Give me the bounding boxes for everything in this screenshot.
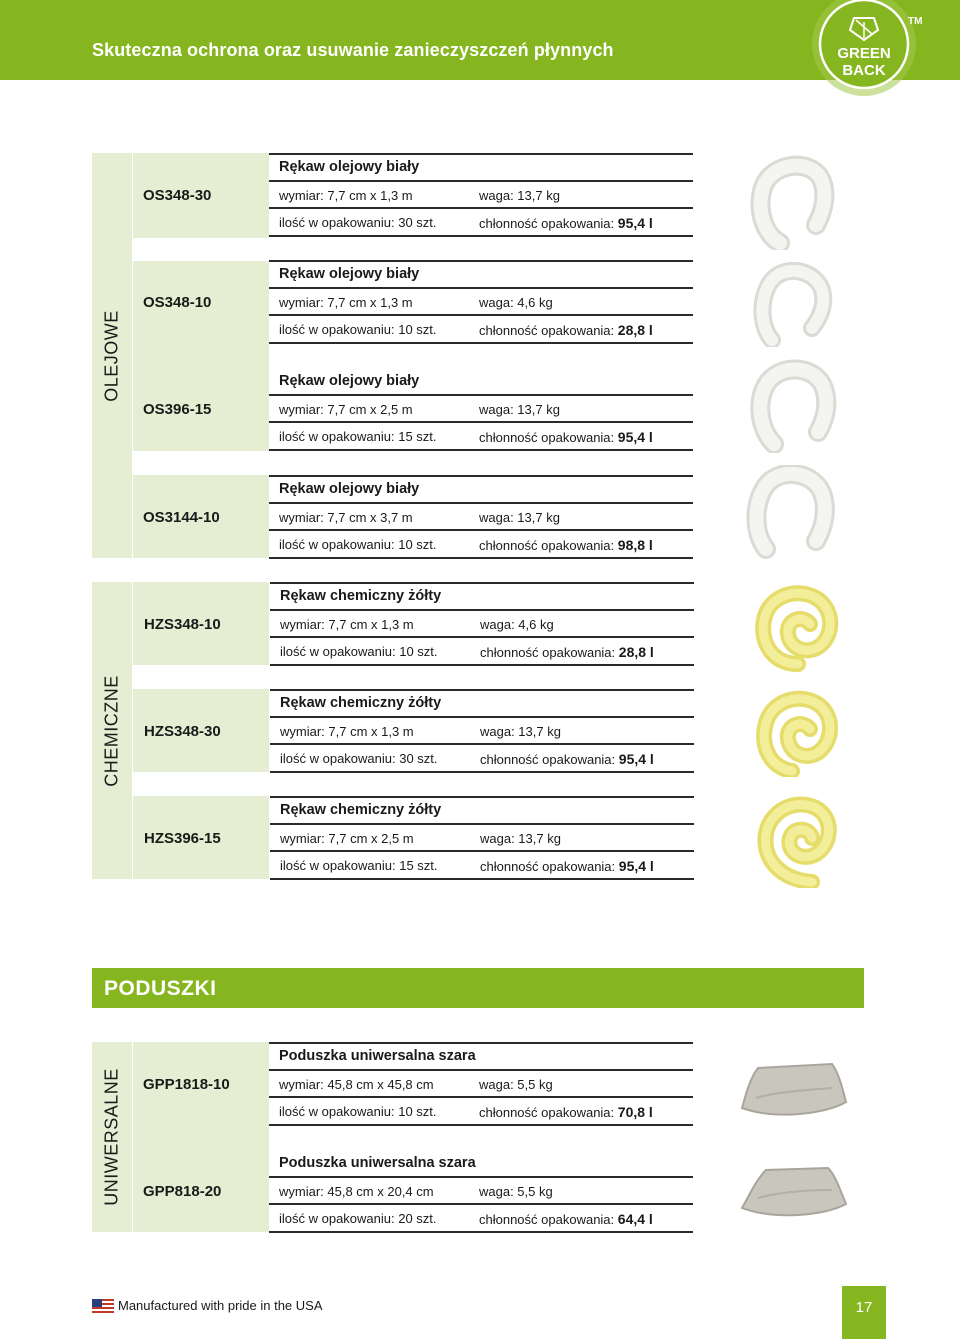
product-quantity: ilość w opakowaniu: 10 szt. bbox=[279, 1104, 437, 1119]
product-weight: waga: 13,7 kg bbox=[480, 831, 561, 846]
product-quantity: ilość w opakowaniu: 30 szt. bbox=[280, 751, 438, 766]
product-image-white-sock bbox=[750, 358, 842, 453]
trademark-mark: TM bbox=[908, 16, 923, 27]
product-name: Rękaw olejowy biały bbox=[279, 481, 420, 497]
product-size: wymiar: 7,7 cm x 1,3 m bbox=[280, 617, 414, 632]
product-weight: waga: 4,6 kg bbox=[479, 295, 553, 310]
product-image-white-sock bbox=[750, 262, 842, 347]
product-absorbency: chłonność opakowania: 95,4 l bbox=[479, 429, 653, 445]
section-title: PODUSZKI bbox=[104, 977, 217, 1000]
product-size: wymiar: 7,7 cm x 3,7 m bbox=[279, 510, 413, 525]
product-size: wymiar: 7,7 cm x 2,5 m bbox=[279, 402, 413, 417]
product-absorbency: chłonność opakowania: 28,8 l bbox=[480, 644, 654, 660]
product-weight: waga: 13,7 kg bbox=[479, 188, 560, 203]
product-quantity: ilość w opakowaniu: 20 szt. bbox=[279, 1211, 437, 1226]
product-code: OS348-30 bbox=[143, 187, 212, 204]
product-image-yellow-sock bbox=[752, 790, 844, 888]
usa-flag-icon bbox=[92, 1299, 114, 1313]
product-code: HZS348-30 bbox=[144, 723, 221, 740]
product-code: GPP1818-10 bbox=[143, 1076, 230, 1093]
product-weight: waga: 5,5 kg bbox=[479, 1077, 553, 1092]
product-weight: waga: 13,7 kg bbox=[479, 510, 560, 525]
product-image-yellow-sock bbox=[752, 580, 844, 672]
product-image-yellow-sock bbox=[752, 685, 844, 777]
product-size: wymiar: 7,7 cm x 1,3 m bbox=[280, 724, 414, 739]
product-name: Rękaw olejowy biały bbox=[279, 266, 420, 282]
svg-text:GREEN: GREEN bbox=[837, 45, 891, 62]
page-header bbox=[0, 0, 960, 80]
code-panel bbox=[133, 261, 269, 451]
product-size: wymiar: 7,7 cm x 2,5 m bbox=[280, 831, 414, 846]
category-label: OLEJOWE bbox=[101, 309, 122, 402]
product-absorbency: chłonność opakowania: 64,4 l bbox=[479, 1211, 653, 1227]
product-absorbency: chłonność opakowania: 95,4 l bbox=[480, 751, 654, 767]
category-tab-olejowe bbox=[92, 153, 132, 558]
product-code: OS3144-10 bbox=[143, 509, 220, 526]
category-label: UNIWERSALNE bbox=[101, 1068, 122, 1206]
product-image-white-sock bbox=[750, 155, 842, 250]
product-weight: waga: 5,5 kg bbox=[479, 1184, 553, 1199]
product-weight: waga: 13,7 kg bbox=[479, 402, 560, 417]
product-name: Rękaw olejowy biały bbox=[279, 159, 420, 175]
product-quantity: ilość w opakowaniu: 10 szt. bbox=[279, 322, 437, 337]
product-name: Rękaw chemiczny żółty bbox=[280, 588, 442, 604]
greenback-logo bbox=[796, 0, 936, 96]
product-image-grey-pillow bbox=[736, 1160, 852, 1224]
product-size: wymiar: 7,7 cm x 1,3 m bbox=[279, 295, 413, 310]
category-label: CHEMICZNE bbox=[101, 674, 122, 787]
product-code: HZS396-15 bbox=[144, 830, 221, 847]
category-tab-chemiczne bbox=[92, 582, 132, 879]
page-title: Skuteczna ochrona oraz usuwanie zanieczyszczeń płynnych bbox=[92, 40, 614, 60]
svg-text:BACK: BACK bbox=[842, 62, 886, 79]
product-size: wymiar: 45,8 cm x 20,4 cm bbox=[279, 1184, 434, 1199]
product-quantity: ilość w opakowaniu: 30 szt. bbox=[279, 215, 437, 230]
product-quantity: ilość w opakowaniu: 15 szt. bbox=[280, 858, 438, 873]
product-absorbency: chłonność opakowania: 70,8 l bbox=[479, 1104, 653, 1120]
product-name: Rękaw chemiczny żółty bbox=[280, 802, 442, 818]
product-absorbency: chłonność opakowania: 98,8 l bbox=[479, 537, 653, 553]
page-number-box bbox=[842, 1286, 886, 1339]
product-code: HZS348-10 bbox=[144, 616, 221, 633]
product-name: Rękaw olejowy biały bbox=[279, 373, 420, 389]
code-panel bbox=[133, 1042, 269, 1232]
section-header-poduszki bbox=[92, 968, 864, 1008]
product-size: wymiar: 7,7 cm x 1,3 m bbox=[279, 188, 413, 203]
product-size: wymiar: 45,8 cm x 45,8 cm bbox=[279, 1077, 434, 1092]
product-code: OS396-15 bbox=[143, 401, 212, 418]
product-quantity: ilość w opakowaniu: 15 szt. bbox=[279, 429, 437, 444]
page-number: 17 bbox=[855, 1299, 873, 1316]
product-code: OS348-10 bbox=[143, 294, 212, 311]
product-name: Poduszka uniwersalna szara bbox=[279, 1048, 476, 1064]
product-weight: waga: 13,7 kg bbox=[480, 724, 561, 739]
footer-text: Manufactured with pride in the USA bbox=[118, 1298, 323, 1313]
product-image-white-sock bbox=[746, 465, 842, 560]
product-weight: waga: 4,6 kg bbox=[480, 617, 554, 632]
product-quantity: ilość w opakowaniu: 10 szt. bbox=[279, 537, 437, 552]
product-absorbency: chłonność opakowania: 95,4 l bbox=[480, 858, 654, 874]
product-absorbency: chłonność opakowania: 28,8 l bbox=[479, 322, 653, 338]
product-quantity: ilość w opakowaniu: 10 szt. bbox=[280, 644, 438, 659]
product-absorbency: chłonność opakowania: 95,4 l bbox=[479, 215, 653, 231]
product-image-grey-pillow bbox=[736, 1058, 852, 1128]
product-name: Rękaw chemiczny żółty bbox=[280, 695, 442, 711]
category-tab-uniwersalne bbox=[92, 1042, 132, 1232]
product-code: GPP818-20 bbox=[143, 1183, 222, 1200]
product-name: Poduszka uniwersalna szara bbox=[279, 1155, 476, 1171]
